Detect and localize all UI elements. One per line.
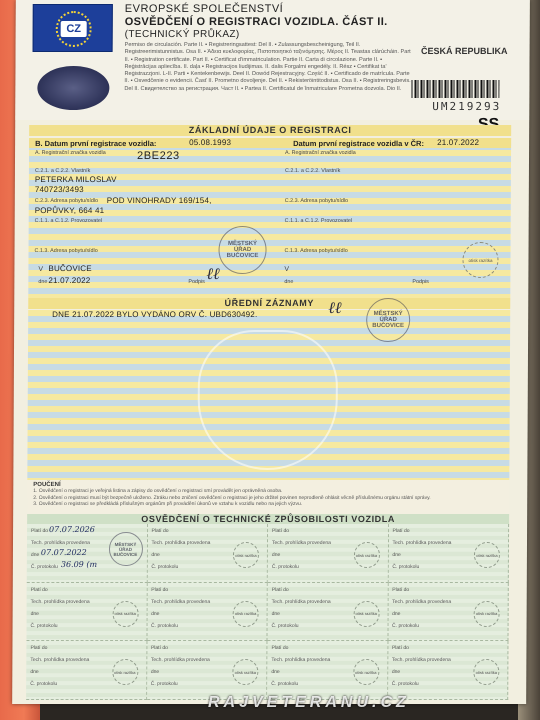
inspection-cell-9 (26, 641, 147, 700)
owner-label: C.2.1. a C.2.2. Vlastník (34, 168, 91, 174)
cell-stamp-circle: otisk razítka (233, 601, 259, 627)
first-registration-label: B. Datum první registrace vozidla: (35, 139, 157, 148)
cell-valid-label: Platí do (271, 645, 289, 652)
cell-on-label: dne (30, 610, 39, 617)
inspection-cell-4 (388, 524, 509, 583)
empty-stamp-circle: otisk razítka (462, 242, 498, 278)
cell-protocol-label: Č. protokolu (30, 681, 58, 688)
instruction-line-3: 3. Osvědčení o registraci se předkládá příslušným orgánům při provádění úkonů ve vztahu k vozidlu nebo na jejich výzvu. (33, 501, 303, 507)
owner-name: PETERKA MILOSLAV (34, 175, 117, 184)
signature-image: ℓℓ (206, 264, 220, 283)
cell-on-label: dne (271, 552, 281, 558)
official-stamp (218, 226, 266, 274)
state-emblem-watermark-icon (197, 330, 338, 470)
title-line-3: (TECHNICKÝ PRŮKAZ) (124, 29, 240, 40)
cell-on-label: dne (150, 669, 160, 676)
cell-stamp-circle: otisk razítka (353, 601, 379, 627)
cell-stamp-circle: otisk razítka (353, 542, 379, 568)
registration-document (12, 0, 530, 704)
operator-label-right: C.1.1. a C.1.2. Provozovatel (284, 218, 353, 224)
section-basic-title: ZÁKLADNÍ ÚDAJE O REGISTRACI (29, 125, 511, 136)
inspection-cell-6 (147, 583, 268, 642)
document-header (15, 0, 530, 120)
country-name: ČESKÁ REPUBLIKA (421, 46, 508, 56)
official-record-stamp (366, 298, 410, 342)
cell-valid-label: Platí do (272, 528, 290, 534)
multilingual-titles: Permiso de circulación. Parte II. ▪ Registreringsattest: Del II. ▪ Zulassungsbescheinigung, Teil II. Registreerimistunnistus. Osa II. ▪ Άδεια κυκλοφορίας, Πιστοποιητικό ταξινόμησης. Μέρος ΙΙ. Teastas clárúcháin. Part II. ▪ Registration certificate. Part II. ▪ Certificat d'immatriculation. Partie II. Carta di circolazione. Parte II. ▪ Reģistrācijas apliecība. II. daļa ▪ Registracijos liudijimas. II. dalis Forgalmi engedély. II. Rész ▪ Certifikat ta' Reġistrazzjoni. L-II. Parti ▪ Kentekenbewijs. Deel II. Dowód Rejestracyjny. Część II. ▪ Certificado de matrícula. Parte II. ▪ Osvedčenie o evidencii. Časť II. Prometno dovoljenje. Del II. ▪ Rekisteröintitodistus. Osa II. ▪ Registreringsbevis. Del II. Свидетелство за регистрация. Част II. ▪ Partea II. Certificatul de înmatriculare Prometna dozvola. Dio II. (124, 42, 411, 92)
official-record-text: DNE 21.07.2022 BYLO VYDÁNO ORV Č. UBD630492. (52, 310, 258, 319)
official-signature-image: ℓℓ (328, 298, 342, 317)
cell-protocol-label: Č. protokolu (271, 681, 299, 688)
stamp-text: MĚSTSKÝ ÚŘAD BUČOVICE (226, 241, 259, 259)
inspection-cell-10 (147, 641, 268, 700)
cell-performed-label: Tech. prohlídka provedena (392, 540, 452, 546)
cell-valid-label: Platí do (151, 528, 169, 534)
cell-protocol-value: 36.09 (m (60, 560, 98, 569)
inspection-cell-12 (388, 641, 509, 700)
instruction-line-1: 1. Osvědčení o registraci je veřejná listina a zápisy do osvědčení o registraci smí provádět jen oprávněná osoba. (33, 488, 283, 494)
cell-protocol-label: Č. protokolu (30, 564, 58, 570)
plate-label-right: A. Registrační značka vozidla (285, 150, 356, 156)
cell-valid-label: Platí do (392, 586, 410, 593)
cell-on-label: dne (151, 552, 160, 558)
inspections-grid (26, 524, 509, 700)
instructions-title: POUČENÍ (33, 482, 61, 488)
address-line-2: POPŮVKY, 664 41 (34, 206, 105, 215)
cell-stamp-circle: otisk razítka (474, 601, 500, 627)
date-value: 21.07.2022 (48, 276, 91, 285)
inspection-cell-2 (147, 524, 268, 583)
basic-data-block (28, 138, 511, 298)
right-place-prefix: V (284, 266, 290, 273)
document-serial: UM219293 (432, 100, 502, 113)
cell-valid-label: Platí do (30, 586, 48, 593)
place-prefix: V (38, 266, 44, 273)
section-official-title: ÚŘEDNÍ ZÁZNAMY (28, 298, 510, 309)
cell-stamp-circle: otisk razítka (112, 601, 138, 627)
inspection-stamp-text: MĚSTSKÝ ÚŘAD BUČOVICE (113, 541, 138, 557)
hologram-seal-icon (37, 66, 109, 110)
title-line-1: EVROPSKÉ SPOLEČENSTVÍ (124, 3, 284, 15)
owner-id: 740723/3493 (34, 185, 84, 194)
cell-performed-label: Tech. prohlídka provedena (30, 598, 90, 605)
cell-stamp-circle: otisk razítka (112, 659, 138, 685)
cell-on-label: dne (30, 669, 39, 676)
cell-stamp-circle: otisk razítka (232, 659, 258, 685)
cell-on-label: dne (151, 610, 160, 617)
country-code: CZ (61, 21, 87, 37)
section-inspections-title: OSVĚDČENÍ O TECHNICKÉ ZPŮSOBILOSTI VOZIDLA (27, 514, 509, 525)
cell-performed-value: 07.07.2022 (40, 548, 87, 557)
cell-performed-label: Tech. prohlídka provedena (391, 657, 451, 664)
address-label-right: C.2.3. Adresa pobytu/sídlo (284, 198, 349, 204)
cell-valid-label: Platí do (271, 586, 289, 593)
cell-performed-label: Tech. prohlídka provedena (30, 657, 90, 664)
cell-performed-label: Tech. prohlídka provedena (392, 598, 452, 605)
operator-label: C.1.1. a C.1.2. Provozovatel (34, 218, 103, 224)
cell-protocol-label: Č. protokolu (151, 622, 179, 629)
cell-stamp-circle: otisk razítka (353, 659, 379, 685)
cell-protocol-label: Č. protokolu (391, 681, 419, 688)
inspection-stamp (108, 532, 142, 566)
cell-on-label: dne (30, 552, 40, 558)
inspection-cell-7 (267, 583, 388, 642)
cell-protocol-label: Č. protokolu (392, 622, 420, 629)
cell-stamp-circle: otisk razítka (473, 659, 499, 685)
plate-label: A. Registrační značka vozidla (35, 150, 106, 156)
cz-registration-label: Datum první registrace vozidla v ČR: (293, 139, 424, 148)
cell-on-label: dne (271, 669, 280, 676)
cell-performed-label: Tech. prohlídka provedena (271, 540, 331, 546)
inspection-cell-11 (267, 641, 388, 700)
cell-protocol-label: Č. protokolu (392, 564, 420, 570)
signature-label: Podpis (188, 279, 205, 285)
official-stamp-text: MĚSTSKÝ ÚŘAD BUČOVICE (372, 311, 404, 329)
site-watermark: RAJVETERANU.CZ (208, 694, 410, 711)
cz-registration-value: 21.07.2022 (437, 138, 480, 147)
cell-valid-label: Platí do (392, 528, 410, 534)
instruction-line-2: 2. Osvědčení o registraci musí být bezpečně uloženo. Ztráku nebo zničení osvědčení o registraci je jeho držitel povinen neprodleně ohlásit věcně příslušnému orgánu státní správy. (33, 494, 431, 501)
cell-valid-label: Platí do (151, 586, 169, 593)
cell-performed-label: Tech. prohlídka provedena (271, 657, 331, 664)
cell-on-label: dne (271, 610, 280, 617)
cell-performed-label: Tech. prohlídka provedena (151, 598, 211, 605)
cell-stamp-circle: otisk razítka (474, 542, 500, 568)
address-label: C.2.3. Adresa pobytu/sídlo (34, 198, 99, 204)
operator-address-label-right: C.1.3. Adresa pobytu/sídlo (284, 248, 348, 254)
cell-protocol-label: Č. protokolu (271, 622, 299, 629)
cell-valid-value: 07.07.2026 (49, 525, 95, 534)
cell-protocol-label: Č. protokolu (150, 681, 178, 688)
inspection-cell-5 (26, 583, 147, 642)
eu-flag-icon (33, 4, 113, 52)
cell-valid-label: Platí do (31, 528, 49, 534)
cell-valid-label: Platí do (150, 645, 168, 652)
cell-protocol-label: Č. protokolu (151, 564, 179, 570)
cell-valid-label: Platí do (30, 645, 48, 652)
cell-protocol-label: Č. protokolu (271, 564, 299, 570)
cell-on-label: dne (392, 552, 401, 558)
cell-protocol-label: Č. protokolu (30, 622, 58, 629)
owner-label-right: C.2.1. a C.2.2. Vlastník (284, 168, 341, 174)
cell-valid-label: Platí do (391, 645, 409, 652)
cell-on-label: dne (391, 669, 401, 676)
instructions-block (27, 480, 509, 516)
barcode-icon (411, 80, 499, 98)
inspection-cell-8 (388, 583, 509, 642)
first-registration-value: 05.08.1993 (189, 138, 232, 147)
right-date-prefix: dne (284, 279, 294, 285)
inspection-cell-1 (27, 524, 148, 583)
plate-value: 2BE223 (136, 150, 180, 162)
operator-address-label: C.1.3. Adresa pobytu/sídlo (34, 248, 98, 254)
cell-performed-label: Tech. prohlídka provedena (30, 540, 90, 546)
address-line-1: POD VINOHRADY 169/154, (106, 196, 212, 205)
title-line-2: OSVĚDČENÍ O REGISTRACI VOZIDLA. ČÁST II. (124, 16, 388, 28)
cell-stamp-circle: otisk razítka (233, 542, 259, 568)
inspection-cell-3 (268, 524, 389, 583)
cell-performed-label: Tech. prohlídka provedena (151, 540, 211, 546)
right-signature-label: Podpis (412, 279, 429, 285)
cell-performed-label: Tech. prohlídka provedena (150, 657, 210, 664)
date-prefix: dne (38, 279, 48, 285)
cell-on-label: dne (392, 610, 401, 617)
place-value: BUČOVICE (48, 264, 92, 273)
cell-performed-label: Tech. prohlídka provedena (271, 598, 331, 605)
